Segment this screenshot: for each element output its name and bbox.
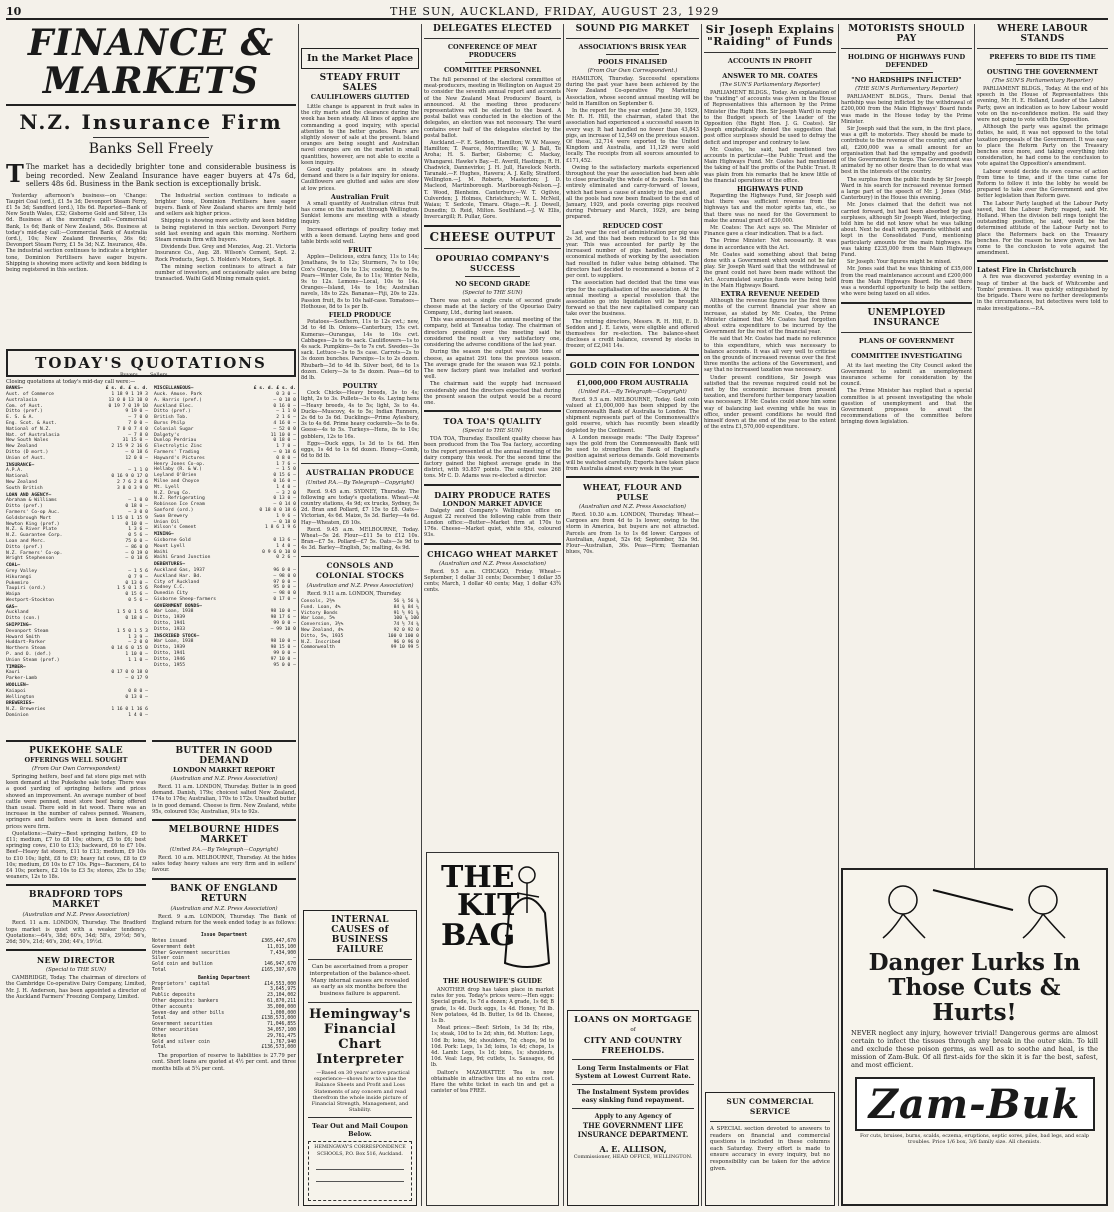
- svg-text:THE: THE: [441, 860, 515, 895]
- market-subhead: CAULIFLOWERS GLUTTED: [310, 93, 410, 101]
- finance-body: Yesterday afternoon's business—on 'Change: Taupiri Coal (ord.), £1 5s 3d; Devonport Steam Ferry, £1 5s 3d; Sandford (ord.), 18s 6d. Reported—Bank of New South Wales, £32; Gisborne Gold and Silver, 13s 6d. Business at the morning's call:—Commercial Bank, 1s 6d; Bank of New Zealand, 56s. Business at today's mid-day call:—Commercial Bank of Australia (ord.), 10s; New Zealand Breweries, 36s 6d; Devonport Steam Ferry, £1 5s 3d; N.Z. Insurance, 48s. The industrial section continues to indicate a brighter tone, Dominion Fertilisers have eager buyers. Shipping is showing more activity and keen bidding is being registered in this section. The Industrial section continues to indicate a brighter tone, Dominion Fertilisers have eager buyers. Bank of New Zealand shares are firmly held and sellers ask higher prices. Shipping is showing more activity and keen bidding is being registered in this section. Devonport Ferry sold last evening and again this morning. Northern Steam remain firm with buyers. Dividends Due. Grey and Menzies, Aug. 21. Victoria Insurance Co., Aug. 28. Wilson's Cement, Sept. 2. Rock Products, Sept. 5. Holden's Motors, Sept. 8. The mining section continues to attract a fair number of investors, and occasionally sales are being transacted. Waihi Gold Mining remain quiet.: [6, 192, 296, 283]
- sir-joseph-section: Sir Joseph Explains "Raiding" of Funds ACCOUNTS IN PROFIT ANSWER TO MR. COATES (The SUN'S Parliamentary Reporter) PARLIAMENT BLDGS., Today. An explanation of the "raiding" of accounts was given in the House of Representatives this afternoon by the Prime Minister (the Right Hon. Sir Joseph Ward) in reply to the Budget speech of the Leader of the Opposition (the Right Hon. J. G. Coates). Sir Joseph emphatically denied the suggestion that post office surpluses should be used to defray the deficit and improper and contrary to law. Mr. Coates, he said, had mentioned two accounts in particular—the Public Trust and the Main Highways Fund. Mr. Coates had mentioned the taking of half the profits of the Public Trust. It was plain from his remarks that he knew little of the financial operations of the office. HIGHWAYS FUND Regarding the Highways Fund, Sir Joseph said that there was sufficient revenue from the highways tax and the motor spirits tax, etc., so that there was no need for the Government to make the annual grant of £30,000. Mr. Coates: The Act says so. The Minister of Finance gave a clear indication. That is a fact. The Prime Minister: Not necessarily. It was done in accordance with the Act. Mr. Coates said something about that being done with a Government which would not be fair play. Sir Joseph Ward said that the withdrawal of the grant could not have been made without the Act. Accumulated surplus funds were being held in the Main Highways Board. EXTRA REVENUE NEEDED Although the revenue figures for the first three months of the current financial year show an increase, as stated by Mr. Coates, the Prime Minister claimed that Mr. Coates had forgotten about extra expenditure to be incurred by the Government for the rest of the financial year. He said that Mr. Coates had made no reference to this expenditure, which was necessary to balance accounts. It was all very well to criticise on the grounds of increased revenue over the first three months the actions of the Government, and say that no increased taxation was necessary. Under present conditions, Sir Joseph was satisfied that the revenue required could not be met by the economic increase from present taxation, and therefore further temporary taxation was necessary. If Mr. Coates could show him some way of balancing last evening while he was in office, under present conditions he would find himself down at the end of the year to the extent of the extra £1,570,000 expenditure.: [704, 24, 836, 431]
- unemployed-subhead-2: COMMITTEE INVESTIGATING: [850, 351, 963, 360]
- column-rule: [298, 24, 299, 1206]
- labour-section: WHERE LABOUR STANDS PREFERS TO BIDE ITS TIME OUSTING THE GOVERNMENT (The SUN'S Parliamentary Reporter) PARLIAMENT BLDGS., Today. At the end of his speech in the House of Representatives this evening, Mr. H. E. Holland, Leader of the Labour Party, gave an indication as to how Labour would vote on the no-confidence motion. He said they were not going to vote with the Opposition. Although the party was against the primage duties, he said, it was not opposed to the total taxation proposals of the Government. It was easy to place the Reform Party on the Treasury benches once more, and taking everything into consideration, he had come to the conclusion to vote against the Opposition's amendment. Labour would decide its own course of action from time to time, and if the time came for Reform to follow it into the lobby he would be prepared to take over the Government and give better legislation than Reform gave. The Labour Party laughed at the Labour Party saved, but the Labour Party reaped, said Mr. Holland. When the division bell rings tonight the outstanding position, he said, would be the determined attitude of the Labour Party not to place the Reformers back on the Treasury benches. For the reason he knew given, we had come to the conclusion to vote against the amendment. Latest Fire in Christchurch A fire was discovered yesterday evening in a heap of timber at the back of Whitcombe and Tombs' premises. It was quickly extinguished by the brigade. There were no further developments in the circumstances, but detectives were told to make investigations.—P.A.: [977, 24, 1108, 312]
- coupon-box[interactable]: HEMINGWAY'S CORRESPONDENCE SCHOOLS, P.O. Box 516, Auckland.: [308, 1141, 412, 1201]
- column-rule: [421, 24, 422, 1206]
- motorists-subhead: HOLDING OF HIGHWAYS FUND DEFENDED: [847, 53, 966, 69]
- subheadline: Banks Sell Freely: [88, 141, 214, 157]
- delegates-headline: DELEGATES ELECTED: [433, 24, 552, 34]
- sir-joseph-headline: Sir Joseph Explains "Raiding" of Funds: [705, 24, 835, 48]
- masthead: [6, 4, 1108, 20]
- sun-service-title: SUN COMMERCIAL SERVICE: [726, 1097, 814, 1116]
- motorists-section: MOTORISTS SHOULD PAY HOLDING OF HIGHWAYS FUND DEFENDED "NO HARDSHIPS INFLICTED" (THE SUN'S Parliamentary Reporter) PARLIAMENT BLDGS., Thurs. Denial that hardship was being inflicted by the withdrawal of £200,000 from the Main Highways' Board funds was made in the House today by the Prime Minister. Sir Joseph said that the sum, in the first place, was a gift to motorists. They should be made to contribute to the revenue of the country, and after all, £200,000 was a small amount for an organisation that had the sympathy and goodwill of the Government to forgo. The Government was animated by no other desire than to do what was best in the interests of the country. The surplus from the public funds by Sir Joseph Ward in his search for increased revenue formed a large part of the speech of Mr. J. Jones (Mid-Canterbury) in the House this evening. Mr. Jones claimed that the deficit was not carried forward, but had been absorbed by past surpluses, although Sir Joseph Ward, interjecting, told him he did not know what he was talking about. Next he dealt with payments withheld and kept in the Consolidated Fund, mentioning particularly amounts for the main highways. He was taking £235,000 from the Main Highways Fund. Sir Joseph: Your figures might be mixed. Mr. Jones said that he was thinking of £35,000 from the road maintenance account and £200,000 from the Main Highways Board. He said there was a wonderful opportunity to help the settlers, who were being taxed on all sides. UNEMPLOYED INSURANCE PLANS OF GOVERNMENT COMMITTEE INVESTIGATING At its last meeting the City Council asked the Government to submit an unemployment insurance scheme for consideration by the council. The Prime Minister has replied that a special committee is at present investigating the whole question of unemployment and that the Government proposes to await the recommendations of the committee before bringing down legislation.: [841, 24, 972, 426]
- fire-note-headline: Latest Fire in Christchurch: [977, 266, 1077, 275]
- sun-commercial-service-box: [705, 1092, 835, 1206]
- loans-line-3: Apply to any Agency of: [594, 1113, 672, 1120]
- toa-headline: TOA TOA'S QUALITY: [443, 416, 542, 427]
- gold-coin-subhead: £1,000,000 FROM AUSTRALIA: [576, 378, 689, 387]
- bradford-headline: BRADFORD TOPS MARKET: [28, 890, 124, 911]
- svg-text:KIT: KIT: [457, 888, 520, 923]
- sir-joseph-subhead-2: ANSWER TO MR. COATES: [722, 72, 818, 80]
- business-failure-body: Can be ascertained from a proper interpretation of the balance-sheet. Many internal causes are revealed as early as six months before the business failure is apparent.: [309, 964, 411, 998]
- quotations-title: TODAY'S QUOTATIONS: [6, 349, 296, 377]
- zambuk-headline: Danger Lurks In Those Cuts & Hurts!: [868, 949, 1081, 1026]
- delegates-subhead: CONFERENCE OF MEAT PRODUCERS: [447, 43, 538, 59]
- headline: N.Z. Insurance Firm: [19, 110, 283, 134]
- wheat-headline: WHEAT, FLOUR AND PULSE: [583, 481, 682, 502]
- loans-subtitle: CITY AND COUNTRY FREEHOLDS.: [583, 1035, 683, 1055]
- consols-table: Consols, 2½% 56 ¾ 56 ⅜ Fund. Loan, 4% 84 ⅜ 84 ¼ Victory Bonds 91 ½ 91 ⅝ War Loan, 5% 100 ⅛ 100 Conversion, 3½% 74 ½ 74 ⅜ New Zealand, 4% 92 0 92 0 Ditto, 5%, 1935 100 0 100 0 N.Z. Inscribed 96 0 96 0 Commonwealth 99 10 99 5: [301, 599, 419, 651]
- zambuk-ad: [841, 868, 1108, 1206]
- delegates-subhead-2: COMMITTEE PERSONNEL: [444, 66, 541, 74]
- business-failure-product: Hemingway's Financial Chart Interpreter: [309, 1006, 411, 1067]
- market-place-box-title: In the Market Place: [301, 48, 419, 69]
- australian-produce-headline: AUSTRALIAN PRODUCE: [305, 468, 414, 478]
- coupon-label[interactable]: Tear Out and Mail Coupon Below.: [312, 1122, 408, 1139]
- kitbag-ad: THE KIT BAG THE HOUSEWIFE'S GUIDE ANOTHER drop has taken place in market rates for you. Today's prices were:—Hen eggs: Special grade, 1s 7d a dozen; A grade, 1s 6d; B grade, 1s 4d. Duck eggs, 1s 4d. Honey, 7d lb. New potatoes, 4d lb. Butter, 1s 6d lb. Cheese, 1s lb. Meat prices:—Beef: Sirloin, 1s 3d lb; ribs, 1s; steak, 10d to 1s 2d; shin, 6d. Mutton: Legs, 10d lb; loins, 9d; shoulders, 7d; chops, 9d to 10d. Pork: Legs, 1s 3d; loins, 1s 4d; chops, 1s 4d. Lamb: Legs, 1s 1d; loins, 1s; shoulders, 10d. Veal: Legs, 9d; cutlets, 1s. Sausages, 6d lb. Dalton's MAZAWATTEE Tea is now obtainable in attractive tins at no extra cost. Have the white ticket in each tin and get a canister of tea FREE.: [426, 852, 559, 1206]
- unemployed-headline: UNEMPLOYED INSURANCE: [867, 307, 946, 328]
- boe-headline: BANK OF ENGLAND RETURN: [170, 883, 278, 904]
- gold-coin-headline: GOLD COIN FOR LONDON: [569, 359, 696, 370]
- loans-line-1: Long Term Instalments or Flat System at Lowest Current Rate.: [575, 1064, 691, 1080]
- loans-line-4: THE GOVERNMENT LIFE INSURANCE DEPARTMENT.: [577, 1121, 689, 1139]
- delegates-section: DELEGATES ELECTED CONFERENCE OF MEAT PRODUCERS COMMITTEE PERSONNEL The full personnel of the electoral committee of meat-producers, meeting in Wellington on August 29 to consider the seventh annual report and accounts of the New Zealand Meat Producers' Board, is announced. At the meeting three producers' representatives will be elected to the board. A postal ballot was conducted in the election of the delegates, an election was not necessary. The ward contains over half of the delegates elected by the postal ballot. Auckland.—F. E. Seddon, Hamilton; W. W. Massey, Hamilton; T. Pearce, Morrinsville; W. J. Ball, Te Aroha; H. S. Barber, Gisborne; C. Mackay, Whangarei. Hawke's Bay.—E. Averill, Hastings; R. H. Chadwick, Dannevirke; J. H. Jull, Havelock North. Taranaki.—F. Hughes, Hawera; A. J. Kelly, Stratford. Wellington.—J. M. Roberts, Masterton; J. D. Macleod, Martinborough. Marlborough-Nelson.—J. T. Wood, Blenheim. Canterbury.—W. T. Ogilvie, Culverden; J. Holmes, Christchurch; W. L. McNeil, Waiau; T. Sedcole, Timaru. Otago.—R. J. Dowell, Dunedin; D. Reid, Milton. Southland.—J. W. Ellis, Invercargill; R. Pullar, Gore. CHEESE OUTPUT OPOURIAO COMPANY'S SUCCESS NO SECOND GRADE (Special to THE SUN) There was not a single crate of second grade cheese made at the factory of the Opouriao Dairy Company, Ltd., during last season. This was announced at the annual meeting of the company, held at Taneatua today. The chairman of directors presiding over the meeting said he considered the result a very satisfactory one, considering the adverse conditions of the last year. During the season the output was 306 tons of cheese, as against 291 tons the previous season. The average grade for the season was 92.1 points. The new factory plant was installed and worked well. The chairman said the supply had increased considerably and the directors expected that during the present season the output would be a record one. TOA TOA'S QUALITY (Special to THE SUN) TOA TOA, Thursday. Excellent quality cheese has been produced from the Toa Toa factory, according to the report presented at the annual meeting of the dairy company this week. For the second time the factory gained the highest average grade in the district, with 93.857 points. The output was 268 tons. Mr C. D. Adams was re-elected a director. DAIRY PRODUCE RATES LONDON MARKET ADVICE Dalgety and Company's Wellington office on August 22 received the following cable from their London office:—Butter—Market firm at 170s to 176s. Cheese—Market quiet, white 95s, coloured 93s. CHICAGO WHEAT MARKET (Australian and N.Z. Press Association) Recd. 9.5 a.m. CHICAGO, Friday. Wheat—September, 1 dollar 31 cents; December, 1 dollar 35 cents; March, 1 dollar 40 cents; May, 1 dollar 43¾ cents.: [424, 24, 561, 594]
- new-director-headline: NEW DIRECTOR: [36, 955, 116, 966]
- zambuk-illustration: [843, 870, 1106, 940]
- butter-section: BUTTER IN GOOD DEMAND LONDON MARKET REPORT (Australian and N.Z. Press Association) Recd. 11 a.m. LONDON, Thursday. Butter is in good demand. Danish, 179s; choicest salted New Zealand, 174s to 176s; Australian, 170s to 172s. Unsalted butter is in good demand. Cheese is firm. New Zealand, white 95s, coloured 93s; Australian, 91s to 92s. MELBOURNE HIDES MARKET (United P.A.—By Telegraph—Copyright) Recd. 10 a.m. MELBOURNE, Thursday. At the hides sales today heavy values are very firm and in sellers' favour. BANK OF ENGLAND RETURN (Australian and N.Z. Press Association) Recd. 9 a.m. LONDON, Thursday. The Bank of England return for the week ended today is as follows:— Issue Department Notes issued £365,447,670 Government debt 11,015,100 Other Government securities 7,434,900 Silver coin — Gold coin and bullion 146,947,670 Total £165,397,670 Banking Department Proprietors' capital £14,553,000 Rest 3,645,975 Public deposits 23,104,002 Other deposits: bankers 61,870,211 Other accounts 35,000,000 Seven-day and other bills 1,000,000 Total £138,573,000 Government securities 71,046,855 Other securities 34,057,100 Notes 29,761,475 Gold and silver coin 1,767,940 Total £136,573,000 The proportion of reserve to liabilities is 27.79 per cent. Short loans are quoted at 4½ per cent. and three months bills at 5¼ per cent.: [152, 736, 296, 1206]
- cheese-subhead-2: NO SECOND GRADE: [455, 279, 530, 288]
- masthead-title: THE SUN, AUCKLAND, FRIDAY, AUGUST 23, 1929: [389, 4, 720, 18]
- sellers-label: Sellers.: [150, 372, 170, 378]
- page-number: 10: [6, 4, 22, 18]
- consols-headline: CONSOLS AND COLONIAL STOCKS: [315, 560, 405, 580]
- loans-signature: A. E. ALLISON,: [599, 1144, 667, 1154]
- kitbag-caption: THE HOUSEWIFE'S GUIDE: [442, 977, 543, 985]
- unemployed-subhead: PLANS OF GOVERNMENT: [858, 336, 955, 345]
- cheese-subhead: OPOURIAO COMPANY'S SUCCESS: [435, 252, 550, 273]
- market-headline: STEADY FRUIT SALES: [319, 73, 401, 93]
- quotations-table-right: MISCELLANEOUS— £ s. d. £ s. d. Auck. Amuse. Park 0 3 0 — A. Harris (pref.) — 0 18 0 Auckland Elec. 0 16 0 — Ditto (pref.) — 1 1 0 British Tob. 2 1 6 — Burns Philp 4 16 0 — Colonial Sugar — 52 0 0 Dalgety's 11 10 0 — Dunlop Perdriau 0 18 0 — Electrolytic Zinc 1 7 0 — Farmers' Trading — 0 18 6 Hayward's Pictures 0 8 0 — Henry Jones Co-op. 1 7 6 — Hellaby (R. & W.) — 1 5 0 Leyland O'Brien 0 15 6 — Milne and Choyce 0 16 0 — Mt. Lyell 1 4 0 — N.Z. Drug Co. — 3 2 0 N.Z. Refrigerating 0 13 0 — Robinson Ice Cream — 0 14 0 Sanford (ord.) 0 18 0 0 18 6 Swan Brewery 1 9 6 — Union Oil — 0 18 0 Wilson's Cement 1 8 6 1 9 6 MINING— Gisborne Gold 0 13 6 — Mount Lyell 1 4 0 — Waihi 0 9 6 0 10 0 Waihi Grand Junction 0 2 6 — DEBENTURES— Auckland Gas, 1937 96 0 0 — Auckland Har. Bd. — 98 0 0 City of Auckland 97 0 0 — Rodney C.C. 95 0 0 — Dunedin City — 98 0 0 Gisborne Sheep-farmers 0 17 0 — GOVERNMENT BONDS— War Loan, 1938 98 10 0 — Ditto, 1939 98 17 6 — Ditto, 1941 99 0 0 — Ditto, 1933 — 99 10 0 INSCRIBED STOCK— War Loan, 1938 98 10 0 — Ditto, 1939 98 15 0 — Ditto, 1941 99 0 0 — Ditto, 1946 97 10 0 — Ditto, 1955 95 0 0 —: [154, 386, 296, 668]
- zambuk-logo: Zam-Buk: [855, 1077, 1095, 1131]
- hides-headline: MELBOURNE HIDES MARKET: [168, 825, 280, 846]
- pukekohe-headline: PUKEKOHE SALE: [29, 746, 123, 756]
- dairy-headline: DAIRY PRODUCE RATES: [434, 489, 551, 500]
- sound-pig-section: SOUND PIG MARKET ASSOCIATION'S BRISK YEAR POOLS FINALISED (From Our Own Correspondent.) HAMILTON, Thursday. Successful operations during the past year have been achieved by the New Zealand Co-operative Pig Marketing Association, whose second annual meeting will be held in Hamilton on September 6. In the report for the year ended June 30, 1929, Mr. R. H. Hill, the chairman, stated that the association had experienced a successful season in every way. It had handled no fewer than 43,843 pigs, an increase of 12,549 on the previous season. Of these, 32,714 were exported to the United Kingdom and Australia, and 11,129 were sold locally. The receipts from all sources amounted to £171,452. Owing to the satisfactory markets experienced throughout the year the association had been able to close practically the whole of its pools. This had entirely eliminated and carry-forward of losses, which had been a cause of anxiety in the past, and all the pools had now been finalised to the end of January, 1929, and pools covering pigs received during February and March, 1929, are being prepared. REDUCED COST Last year the cost of administration per pig was 2s 3d, and this had been reduced to 1s 9d this year. This was accounted for partly by the increased number of pigs handled, but more economical methods of working by the association had resulted in fuller value being obtained. The directors had decided to recommend a bonus of 2 per cent. to suppliers. The association had decided that the time was ripe for the capitalisation of the association. At the annual meeting a special resolution that the association go into liquidation will be brought forward so that the new capitalised company can take over the business. The retiring directors, Messrs. R. H. Hill, E. D. Seddon and J. E. Lewis, were eligible and offered themselves for re-election. The balance-sheet discloses a credit balance, covered by stocks in freezer, of £2,041 14s. GOLD COIN FOR LONDON £1,000,000 FROM AUSTRALIA (United P.A.—By Telegraph—Copyright) Recd. 9.5 a.m. MELBOURNE, Today. Gold coin valued at £1,000,000 has been shipped by the Commonwealth Bank of Australia to London. The shipment represents part of the Commonwealth's gold reserve, which has recently been steadily depleted by the Continent. A London message reads: "The Daily Express" says the gold from the Commonwealth Bank will be used to strengthen the Bank of England's position against serious demands. Gold movements will be watched carefully. Exports have taken place from Australia almost every week in the year. WHEAT, FLOUR AND PULSE (Australian and N.Z. Press Association) Recd. 10.30 a.m. LONDON, Thursday. Wheat—Cargoes are from 4d to 1s lower, owing to the storm in America, but buyers are not attracted. Parcels are from 1s to 1s 6d lower. Cargoes of Australian, August, 52s 6d; September, 52s 9d. Flour—Australian, 36s. Peas—Firm; Tasmanian blues, 70s.: [566, 24, 699, 556]
- sound-pig-headline: SOUND PIG MARKET: [575, 24, 690, 34]
- finance-section: [6, 24, 296, 340]
- finance-banner: FINANCE & MARKETS: [27, 24, 275, 102]
- zambuk-body: NEVER neglect any injury, however trivial! Dangerous germs are almost certain to infect the tissues through any break in the outer skin. To kill and exclude these poison germs, as well as to soothe and heal, is the mission of Zam-Buk. Of all first-aids for the skin it is far the best, safest, and most efficient.: [851, 1029, 1098, 1069]
- motorists-headline: MOTORISTS SHOULD PAY: [848, 24, 965, 44]
- pukekohe-section: PUKEKOHE SALE OFFERINGS WELL SOUGHT (From Our Own Correspondent) Springing heifers, beef and fat store pigs met with keen demand at the Pukekohe sale today. There was a good yarding of springing heifers and prices showed an improvement. An average number of beef cattle were penned, most store beef being offered than usual. There sold in fat wood. There was an increase in the number of calves penned. Weaners, springers and heifers were in keen demand and prices were firm. Quotations:—Dairy—Best springing heifers, £9 to £11; medium, £7 to £8 10s; others, £5 to £6; best springing cows, £10 to £13; backward, £6 to £7 10s. Beef—Heavy fat steers, £11 to £13; medium, £9 10s to £10 10s; light, £8 to £9; heavy fat cows, £8 to £9 10s; medium, £6 10s to £7 10s. Pigs—Baconers, £4 to £4 10s; porkers, £2 10s to £3 5s; stores, 25s to 35s; weaners, 12s to 18s. BRADFORD TOPS MARKET (Australian and N.Z. Press Association) Recd. 11 a.m. LONDON, Thursday. The Bradford tops market is quiet with a weaker tendency. Quotations:—64's, 38d; 60's, 34d; 58's, 29½d; 56's, 26d; 50's, 21d; 46's, 20d; 44's, 19½d. NEW DIRECTOR (Special to THE SUN) CAMBRIDGE, Today. The chairman of directors of the Cambridge Co-operative Dairy Company, Limited, Mr. J. H. Anderson, has been appointed a director of the Auckland Farmers' Freezing Company, Limited.: [6, 736, 146, 1206]
- pukekohe-subhead: OFFERINGS WELL SOUGHT: [24, 756, 128, 764]
- buyers-label: Buyers.: [120, 372, 140, 378]
- sir-joseph-subhead: ACCOUNTS IN PROFIT: [727, 57, 813, 65]
- column-rule: [563, 24, 564, 1206]
- svg-text:BAG: BAG: [441, 918, 516, 953]
- loans-title: LOANS ON MORTGAGE: [574, 1015, 692, 1025]
- business-failure-title: INTERNAL CAUSES of BUSINESS FAILURE: [331, 915, 389, 955]
- sun-service-body: A SPECIAL section devoted to answers to readers on financial and commercial questions is included in these columns each Saturday. Every effort is made to ensure accuracy in every inquiry, but no responsibility can be taken for the advice given.: [710, 1126, 830, 1172]
- lead-paragraph: T The market has a decidedly brighter tone and considerable business is being recorded. New Zealand Insurance have eager buyers at 47s 6d, sellers 48s 6d. Business in the Bank section is exceptionally brisk.: [6, 159, 296, 188]
- loans-ad: LOANS ON MORTGAGE of CITY AND COUNTRY FREEHOLDS. Long Term Instalments or Flat System at Lowest Current Rate. The Instalment System provides easy sinking fund repayment. Apply to any Agency of THE GOVERNMENT LIFE INSURANCE DEPARTMENT. A. E. ALLISON, Commissioner, HEAD OFFICE, WELLINGTON.: [567, 1010, 699, 1206]
- dairy-subhead: LONDON MARKET ADVICE: [442, 499, 543, 508]
- quotations-note: Closing quotations at today's mid-day call were:—: [6, 379, 136, 385]
- cheese-headline: CHEESE OUTPUT: [429, 229, 556, 244]
- labour-headline: WHERE LABOUR STANDS: [997, 24, 1088, 44]
- loans-line-2: The Instalment System provides easy sinking fund repayment.: [577, 1089, 689, 1104]
- column-rule: [701, 24, 702, 1206]
- quotations-table-left: BANKS— £ s. d. £ s. d. Aust. of Commerce 1 18 9 1 19 3 Australasia 13 0 0 13 10 0 Com. of Aust. 0 19 7 0 19 10 Ditto (pref.) 9 19 0 — E. S. & A. — 7 0 0 Eng. Scot. & Aust. 7 0 0 — National of N.Z. 7 0 0 7 4 0 Nat. of Australasia — 7 8 0 New South Wales 31 15 0 — New Zealand 2 15 9 2 16 6 Ditto (D mort.) — 0 18 6 Union of Aust. 12 0 0 — INSURANCE— A.P.A. — 1 1 0 National 0 16 9 0 17 0 New Zealand 2 7 6 2 8 6 South British 3 8 0 3 9 0 LOAN AND AGENCY— Abraham & Williams — 1 0 0 Ditto (pref.) 0 18 0 — Farmers' Co-op Auc. — 3 0 0 Goldsbrough Mort 1 15 0 1 15 9 Newton King (pref.) 0 10 0 — N.Z. & River Plate 1 3 6 — N.Z. Guarantee Corp. 0 5 6 — Loan and Merc. 75 0 0 — Ditto (pref.) — 86 0 0 N.Z. Farmers' Co-op. — 0 19 0 Wright Stephenson — 0 18 6 COAL— Grey Valley — 1 5 6 Hikurangi 0 7 9 — Pukemiro 0 13 0 — Taupiri (ord.) 1 5 0 1 5 6 Waipa 0 15 6 — Westport-Stockton 0 5 6 — GAS— Auckland 1 5 0 1 5 6 Ditto (con.) 0 18 0 — SHIPPING— Devonport Steam 1 5 0 1 5 3 Howard Smith 1 3 9 — Huddart-Parker — 2 0 0 Northern Steam 0 14 6 0 15 0 P. and O. (def.) 1 10 0 — Union Steam (pref.) 1 1 0 — TIMBER— Kauri 0 17 0 0 18 0 Parker-Lamb — 0 17 9 WOOLLEN— Kaiapoi 0 8 0 — Wellington 0 13 0 — BREWERIES— N.Z. Breweries 1 16 0 1 16 6 Dominion 1 4 0 —: [6, 386, 148, 719]
- labour-subhead: PREFERS TO BIDE ITS TIME: [989, 53, 1096, 61]
- loans-signature-title: Commissioner, HEAD OFFICE, WELLINGTON.: [573, 1154, 693, 1160]
- zambuk-footer: For cuts, bruises, burns, scalds, eczema, eruptions, septic sores, piles, bad legs, and scalp troubles. Price 1/6 box, 3/6 family size. All chemists.: [859, 1133, 1090, 1145]
- kitbag-illustration: [427, 853, 558, 973]
- column-rule: [838, 24, 839, 1206]
- chicago-headline: CHICAGO WHEAT MARKET: [427, 548, 558, 559]
- motorists-subhead-2: "NO HARDSHIPS INFLICTED": [851, 76, 962, 84]
- butter-subhead: LONDON MARKET REPORT: [172, 766, 276, 774]
- labour-subhead-2: OUSTING THE GOVERNMENT: [986, 68, 1099, 76]
- butter-headline: BUTTER IN GOOD DEMAND: [175, 746, 273, 766]
- sound-pig-subhead-2: POOLS FINALISED: [597, 58, 668, 66]
- business-failure-ad: INTERNAL CAUSES of BUSINESS FAILURE Can be ascertained from a proper interpretation of the balance-sheet. Many internal causes are revealed as early as six months before the business failure is apparent. Hemingway's Financial Chart Interpreter —Based on 30 years' active practical experience—shows how to value the Balance Sheets and Profit and Loss Statements of any concern and read therefrom the whole inside picture of Financial Strength, Management, and Stability. Tear Out and Mail Coupon Below. HEMINGWAY'S CORRESPONDENCE SCHOOLS, P.O. Box 516, Auckland.: [303, 910, 417, 1206]
- sound-pig-subhead: ASSOCIATION'S BRISK YEAR: [578, 43, 687, 51]
- market-place-section: In the Market Place STEADY FRUIT SALES CAULIFLOWERS GLUTTED Little change is apparent in fruit sales in the city marts and the clearance during the week has been steady. All lines of apples are commanding a good inquiry, with special attention to the better grades. Pears are slightly slower of sale at the present. Island oranges are being sought and Australian navel oranges are on the market in small quantities, however, are not able to excite a keen inquiry. Good quality potatoes are in steady demand and there is a fair inquiry for onions. Cauliflowers are glutted and sales are slow at low prices. Australian Fruit A small quantity of Australian citrus fruit has come on the market through Wellington. Sunkist lemons are meeting with a steady inquiry. Increased offerings of poultry today met with a keen demand. Laying hens and good table birds sold well. FRUIT Apples—Delicious, extra fancy, 11s to 14s; Jonathans, 9s to 12s; Sturmers, 7s to 10s; Cox's Orange, 10s to 13s; cooking, 6s to 9s. Pears—Winter Cole, 8s to 11s; Winter Nelis, 9s to 12s. Lemons—Local, 10s to 14s. Oranges—Island, 14s to 16s; Australian navels, 18s to 22s. Bananas—Fiji, 20s to 22s. Passion fruit, 8s to 10s half-case. Tomatoes—Hothouse, 8d to 1s per lb. FIELD PRODUCE Potatoes—Southern, 11s to 12s cwt.; new, 3d to 4d lb. Onions—Canterbury, 15s cwt. Kumeras—Ourangas, 14s to 16s cwt. Cabbages—2s to 6s sack. Cauliflowers—1s to 4s sack. Pumpkins—5s to 7s cwt. Swedes—3s sack. Lettuce—3s to 5s case. Carrots—2s to 3s dozen bunches. Parsnips—1s to 2s dozen. Rhubarb—3d to 4d lb. Silver beet, 6d to 1s dozen. Celery—3s to 5s dozen. Peas—6d to 8d lb. POULTRY Cock Chicks—Heavy breeds, 3s to 4s; light, 2s to 3s. Pullets—3s to 4s. Laying hens—Heavy breeds, 4s to 5s; light, 3s to 4s. Ducks—Muscovy, 4s to 5s; Indian Runners, 2s 6d to 3s 6d. Ducklings—Prime Aylesbury, 3s to 4s 6d. Prime heavy cockerels—5s to 6s. Geese—4s to 5s. Turkeys—Hens, 8s to 10s; gobblers, 12s to 16s. Eggs—Duck eggs, 1s 3d to 1s 6d. Hen eggs, 1s 4d to 1s 6d dozen. Honey—Comb, 6d to 8d lb. AUSTRALIAN PRODUCE (United P.A.—By Telegraph—Copyright) Recd. 9.45 a.m. SYDNEY, Thursday. The following are today's quotations. Wheat—At country stations, 4s 9d; ex trucks, Sydney, 5s 2d. Bran and Pollard, £7 15s to £8. Oats—Victorian, 4s 6d. Maize, 5s 3d. Barley—4s 6d. Hay—Wheaten, £6 10s. Recd. 9.45 a.m. MELBOURNE, Today. Wheat—5s 2d. Flour—£11 5s to £12 10s. Bran—£7 5s. Pollard—£7 5s. Oats—3s 9d to 4s 3d. Barley—English, 5s; malting, 4s 9d. CONSOLS AND COLONIAL STOCKS (Australian and N.Z. Press Association) Recd. 9.11 a.m. LONDON, Thursday. Consols, 2½% 56 ¾ 56 ⅜ Fund. Loan, 4% 84 ⅜ 84 ¼ Victory Bonds 91 ½ 91 ⅝ War Loan, 5% 100 ⅛ 100 Conversion, 3½% 74 ½ 74 ⅜ New Zealand, 4% 92 0 92 0 Ditto, 5%, 1935 100 0 100 0 N.Z. Inscribed 96 0 96 0 Commonwealth 99 10 99 5: [301, 24, 419, 1204]
- quotations-section: [6, 345, 296, 733]
